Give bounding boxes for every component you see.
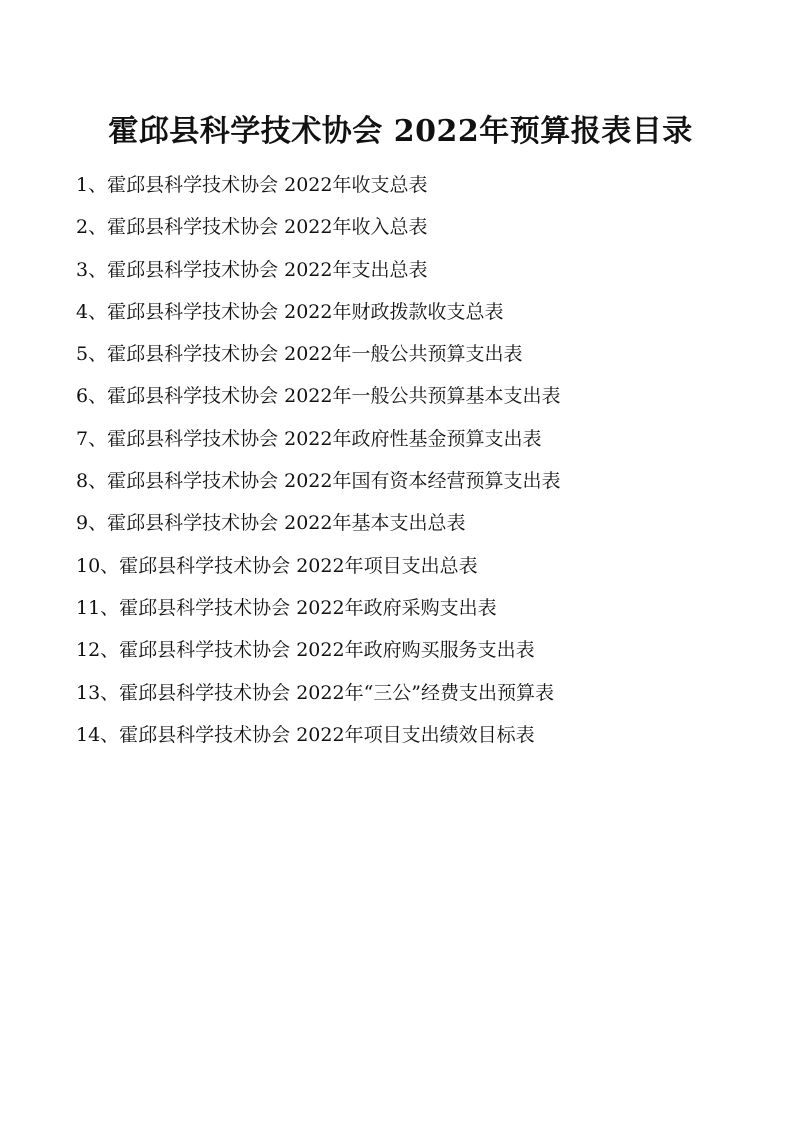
table-of-contents (76, 168, 560, 760)
toc-item-5: 5、霍邱县科学技术协会 2022年一般公共预算支出表 (76, 343, 523, 366)
toc-item-10: 10、霍邱县科学技术协会 2022年项目支出总表 (76, 554, 478, 577)
toc-item-14: 14、霍邱县科学技术协会 2022年项目支出绩效目标表 (76, 723, 535, 746)
toc-item-13: 13、霍邱县科学技术协会 2022年“三公”经费支出预算表 (76, 681, 554, 704)
page-title: 霍邱县科学技术协会 2022年预算报表目录 (108, 114, 693, 150)
toc-item-8: 8、霍邱县科学技术协会 2022年国有资本经营预算支出表 (76, 470, 561, 493)
toc-item-12: 12、霍邱县科学技术协会 2022年政府购买服务支出表 (76, 639, 535, 662)
toc-item-6: 6、霍邱县科学技术协会 2022年一般公共预算基本支出表 (76, 385, 561, 408)
toc-item-3: 3、霍邱县科学技术协会 2022年支出总表 (76, 258, 428, 281)
toc-item-7: 7、霍邱县科学技术协会 2022年政府性基金预算支出表 (76, 427, 542, 450)
toc-item-9: 9、霍邱县科学技术协会 2022年基本支出总表 (76, 512, 466, 535)
toc-item-1: 1、霍邱县科学技术协会 2022年收支总表 (76, 174, 428, 196)
toc-item-4: 4、霍邱县科学技术协会 2022年财政拨款收支总表 (76, 300, 504, 323)
toc-item-11: 11、霍邱县科学技术协会 2022年政府采购支出表 (76, 596, 497, 619)
toc-item-2: 2、霍邱县科学技术协会 2022年收入总表 (76, 216, 428, 239)
